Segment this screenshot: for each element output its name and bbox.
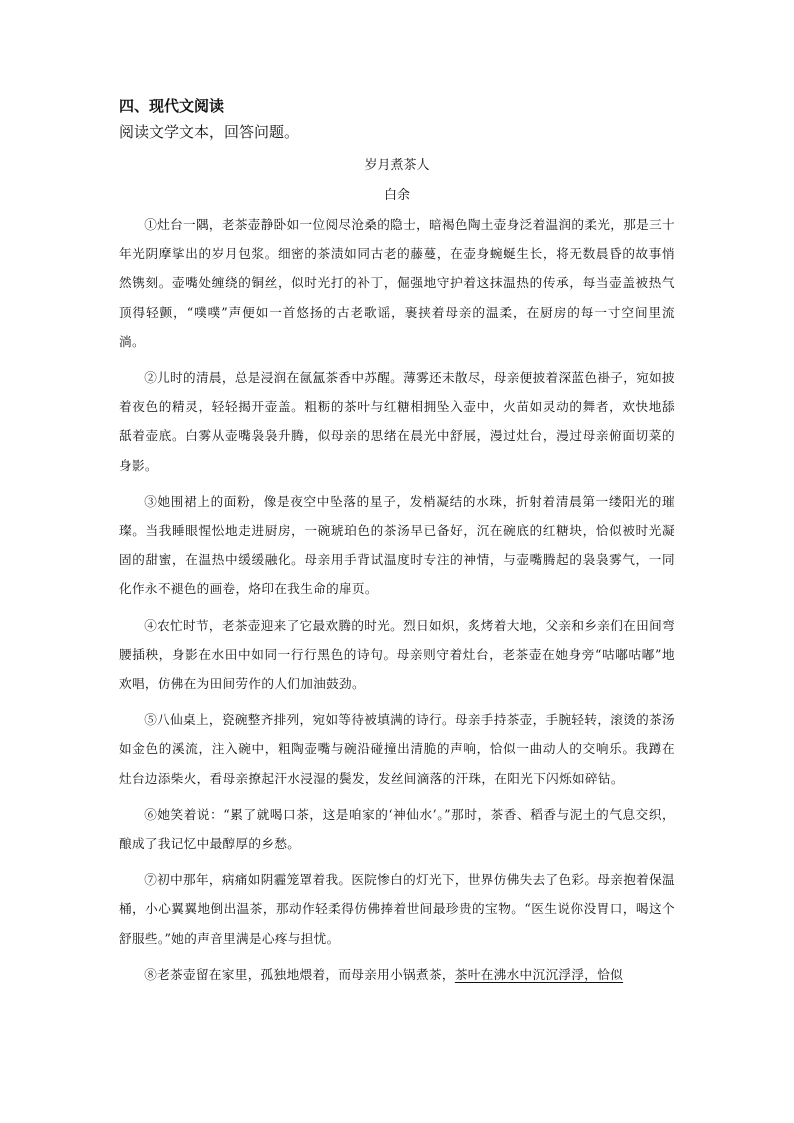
article-body [119, 210, 675, 996]
paragraph-3: ③她围裙上的面粉，像是夜空中坠落的星子，发梢凝结的水珠，折射着清晨第一缕阳光的璀璨。当我睡眼惺忪地走进厨房，一碗琥珀色的茶汤早已备好，沉在碗底的红糖块，恰似被时光凝固的甜蜜，在温热中缓缓融化。母亲用手背试温度时专注的神情，与壶嘴腾起的袅袅雾气，一同化作永不褪色的画卷，烙印在我生命的扉页。 [119, 493, 675, 597]
article-title: 岁月煮茶人 [364, 158, 430, 173]
reading-instruction: 阅读文学文本，回答问题。 [119, 123, 300, 141]
paragraph-8 [119, 960, 675, 989]
section-heading: 四、现代文阅读 [119, 97, 225, 115]
paragraph-1: ①灶台一隅，老茶壶静卧如一位阅尽沧桑的隐士，暗褐色陶土壶身泛着温润的柔光，那是三十年光阴摩挲出的岁月包浆。细密的茶渍如同古老的藤蔓，在壶身蜿蜒生长，将无数晨昏的故事悄然镌刻。壶嘴处缠绕的铜丝，似时光打的补丁，倔强地守护着这抹温热的传承，每当壶盖被热气顶得轻颤，“噗噗”声便如一首悠扬的古老歌谣，裹挟着母亲的温柔，在厨房的每一寸空间里流淌。 [119, 217, 675, 349]
paragraph-8-text: ⑧老茶壶留在家里，孤独地煨着，而母亲用小锅煮茶， [144, 966, 455, 982]
paragraph-5: ⑤八仙桌上，瓷碗整齐排列，宛如等待被填满的诗行。母亲手持茶壶，手腕轻转，滚烫的茶汤如金色的溪流，注入碗中，粗陶壶嘴与碗沿碰撞出清脆的声响，恰似一曲动人的交响乐。我蹲在灶台边添柴火，看母亲撩起汗水浸湿的鬓发，发丝间滴落的汗珠，在阳光下闪烁如碎钻。 [119, 712, 675, 786]
article-author: 白余 [383, 188, 410, 203]
paragraph-2: ②儿时的清晨，总是浸润在氤氲茶香中苏醒。薄雾还未散尽，母亲便披着深蓝色褂子，宛如披着夜色的精灵，轻轻揭开壶盖。粗粝的茶叶与红糖相拥坠入壶中，火苗如灵动的舞者，欢快地舔舐着壶底。白雾从壶嘴袅袅升腾，似母亲的思绪在晨光中舒展，漫过灶台，漫过母亲俯面切菜的身影。 [119, 370, 675, 473]
underlined-sentence: 茶叶在沸水中沉沉浮浮，恰似 [454, 966, 624, 982]
paragraph-6: ⑥她笑着说：“累了就喝口茶，这是咱家的‘神仙水’。”那时，茶香、稻香与泥土的气息交织，酿成了我记忆中最醇厚的乡愁。 [119, 806, 675, 852]
paragraph-4: ④农忙时节，老茶壶迎来了它最欢腾的时光。烈日如炽，炙烤着大地，父亲和乡亲们在田间弯腰插秧，身影在水田中如同一行行黑色的诗句。母亲则守着灶台，老茶壶在她身旁“咕嘟咕嘟”地欢唱，仿佛在为田间劳作的人们加油鼓劲。 [119, 617, 675, 692]
paragraph-7: ⑦初中那年，病痛如阴霾笼罩着我。医院惨白的灯光下，世界仿佛失去了色彩。母亲抱着保温桶，小心翼翼地倒出温茶，那动作轻柔得仿佛捧着世间最珍贵的宝物。“医生说你没胃口，喝这个舒服些。”她的声音里满是心疼与担忧。 [119, 872, 675, 946]
